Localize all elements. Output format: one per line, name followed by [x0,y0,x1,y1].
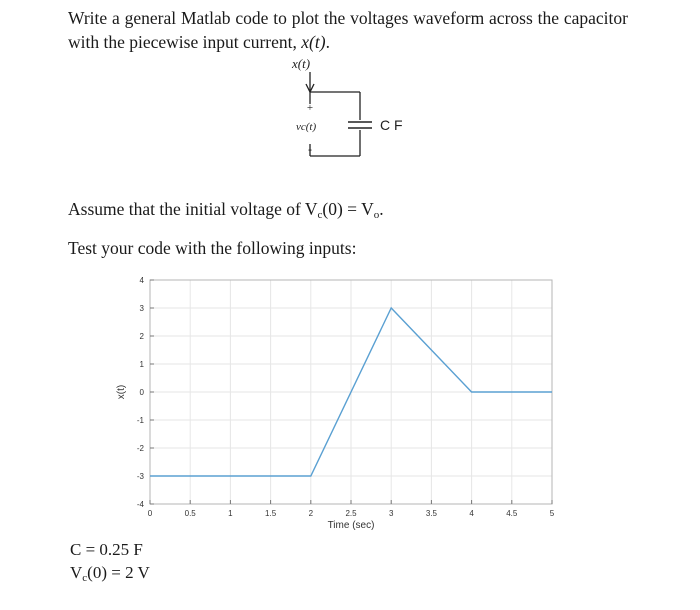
assumption-end: . [379,199,384,219]
iv-sub: c [82,572,88,584]
capacitor-value-label: C F [380,117,403,133]
x-tick-label: 2 [308,509,314,518]
x-axis-label: Time (sec) [327,520,375,531]
y-tick-label: 4 [139,276,144,285]
test-instruction: Test your code with the following inputs: [68,238,357,258]
plus-sign: + [306,102,314,114]
x-tick-label: 3.5 [425,509,437,518]
y-tick-label: -3 [136,472,144,481]
x-tick-label: 0.5 [184,509,196,518]
assumption-sub-c: c [317,209,323,221]
capacitor-voltage-label: vc(t) [296,121,317,133]
x-tick-label: 4 [469,509,474,518]
statement-text: Write a general Matlab code to plot the voltages waveform across the capacitor with the piecewise input current, [68,8,628,52]
statement-end: . [325,32,330,52]
capacitor-circuit-diagram [270,56,440,166]
assumption-sub-o: o [373,209,380,221]
x-tick-label: 1.5 [265,509,277,518]
y-tick-label: 1 [139,360,144,369]
x-tick-label: 5 [549,509,555,518]
iv-prefix: V [70,563,83,582]
input-symbol: x(t) [301,32,326,52]
y-tick-label: 0 [139,388,144,397]
assumption-middle: (0) = V [322,199,374,219]
y-tick-label: 2 [139,332,144,341]
capacitance-value: C = 0.25 F [70,540,143,559]
x-tick-label: 1 [228,509,233,518]
minus-sign: - [308,142,312,156]
x-tick-label: 0 [147,509,153,518]
initial-voltage-assumption [68,199,384,221]
input-current-plot [100,268,570,533]
initial-voltage-value [70,561,150,590]
y-tick-label: -1 [136,416,144,425]
y-tick-label: -4 [136,500,144,509]
problem-statement [68,6,628,54]
iv-rest: (0) = 2 V [87,563,150,582]
assumption-prefix: Assume that the initial voltage of V [68,199,318,219]
y-tick-label: -2 [136,444,144,453]
source-current-label: x(t) [292,56,311,71]
y-axis-label: x(t) [116,384,127,400]
test-parameters [70,538,150,590]
x-tick-label: 4.5 [506,509,518,518]
x-tick-label: 2.5 [345,509,357,518]
x-tick-label: 3 [388,509,394,518]
y-tick-label: 3 [139,304,144,313]
